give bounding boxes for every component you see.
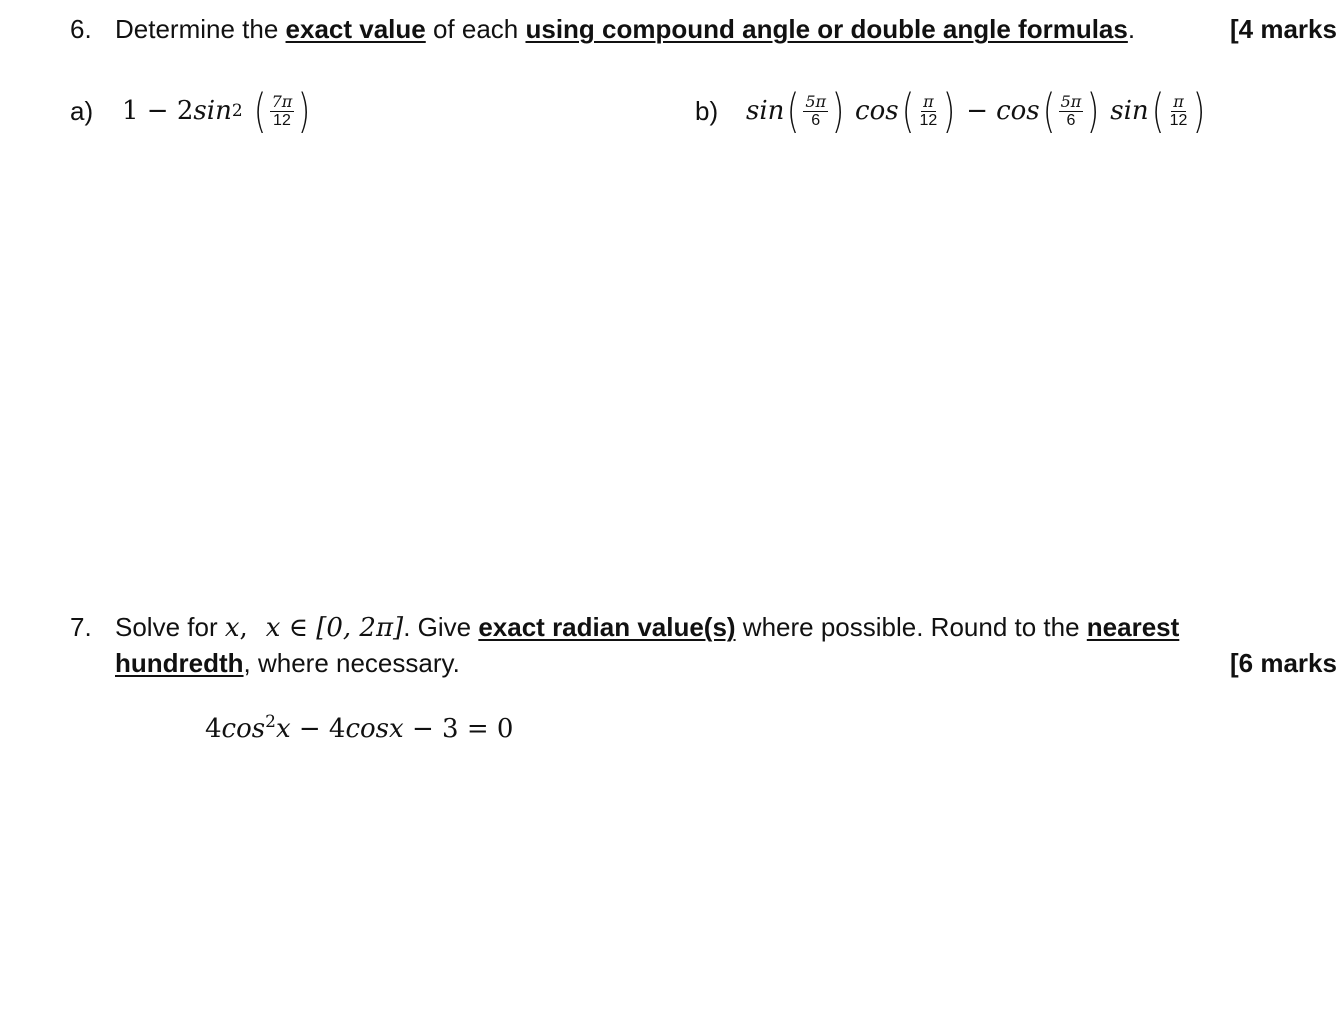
q7-text-1: Solve for (115, 612, 225, 642)
q6b-f2-num: π (923, 91, 934, 111)
q7-eq-f1: cos (221, 714, 266, 744)
q7-marks: [6 marks (1230, 648, 1337, 678)
q7-text-4: , where necessary. (243, 648, 460, 678)
q7-text-3: where possible. Round to the (735, 612, 1087, 642)
q6b-frac-2 (918, 93, 940, 130)
q7-prompt-line-2 (115, 648, 460, 678)
right-paren: ) (297, 84, 311, 138)
q6-prompt (115, 14, 1135, 44)
q6a-den: 12 (273, 111, 291, 129)
left-paren: ( (901, 84, 914, 138)
q7-emph-exact-radian: exact radian value(s) (478, 612, 736, 642)
q7-eq-c1: 4 (205, 714, 222, 744)
q7-prompt-line-1 (115, 612, 1179, 643)
q7-eq-f2: cosx (345, 714, 404, 744)
q6-emph-formulas: using compound angle or double angle formulas (525, 14, 1128, 44)
q6-emph-exact-value: exact value (285, 14, 426, 44)
q6b-f4-num: π (1173, 91, 1184, 111)
q7-equation (205, 712, 513, 744)
q6a-func: sin (193, 96, 232, 126)
q6b-frac-3 (1059, 93, 1084, 130)
q6b-f4: sin (1110, 96, 1149, 126)
q7-eq-v1: x (275, 714, 291, 744)
q7-emph-hundredth: hundredth (115, 648, 244, 678)
q6b-f1-den: 6 (811, 111, 821, 129)
q6b-expression (746, 86, 1208, 136)
right-paren: ) (1086, 84, 1100, 138)
q7-text-2: . Give (403, 612, 479, 642)
q6a-expression (122, 86, 313, 136)
q6b-f4-den: 12 (1169, 111, 1188, 129)
q7-eq-exp: 2 (265, 712, 276, 732)
q6b-f2: cos (855, 96, 899, 126)
q6a-lead: 1 − 2 (122, 96, 194, 126)
q7-eq-rest: − 3 = 0 (403, 714, 514, 744)
q6b-f2-den: 12 (919, 111, 938, 129)
q7-number: 7. (70, 612, 92, 642)
left-paren: ( (787, 84, 800, 138)
q6-number: 6. (70, 14, 92, 44)
q6-text-1: Determine the (115, 14, 286, 44)
q6-text-2: of each (425, 14, 526, 44)
q7-eq-op1: − 4 (290, 714, 346, 744)
q6a-fraction (270, 93, 295, 130)
right-paren: ) (943, 84, 956, 138)
q6b-label: b) (695, 96, 719, 126)
q7-emph-nearest: nearest (1086, 612, 1180, 642)
q6b-f1: sin (746, 96, 785, 126)
q6b-frac-4 (1168, 93, 1190, 130)
q7-comma: , (239, 613, 248, 643)
left-paren: ( (253, 84, 266, 138)
q6b-f3-den: 6 (1066, 111, 1076, 129)
q6b-frac-1 (803, 93, 828, 130)
q6b-f3-num: 5π (1060, 91, 1082, 111)
q6-text-3: . (1127, 14, 1136, 44)
q6-marks: [4 marks (1230, 14, 1337, 44)
q6a-label: a) (70, 96, 94, 126)
left-paren: ( (1151, 84, 1164, 138)
q6b-op: − (966, 96, 989, 126)
left-paren: ( (1042, 84, 1055, 138)
q6a-num: 7π (271, 91, 293, 111)
right-paren: ) (1193, 84, 1206, 138)
q6a-exp: 2 (231, 101, 243, 121)
q6b-f1-num: 5π (805, 91, 827, 111)
q7-domain: x ∈ [0, 2π] (265, 613, 404, 643)
q7-var-x: x (224, 613, 240, 643)
right-paren: ) (831, 84, 845, 138)
q6b-f3: cos (996, 96, 1040, 126)
